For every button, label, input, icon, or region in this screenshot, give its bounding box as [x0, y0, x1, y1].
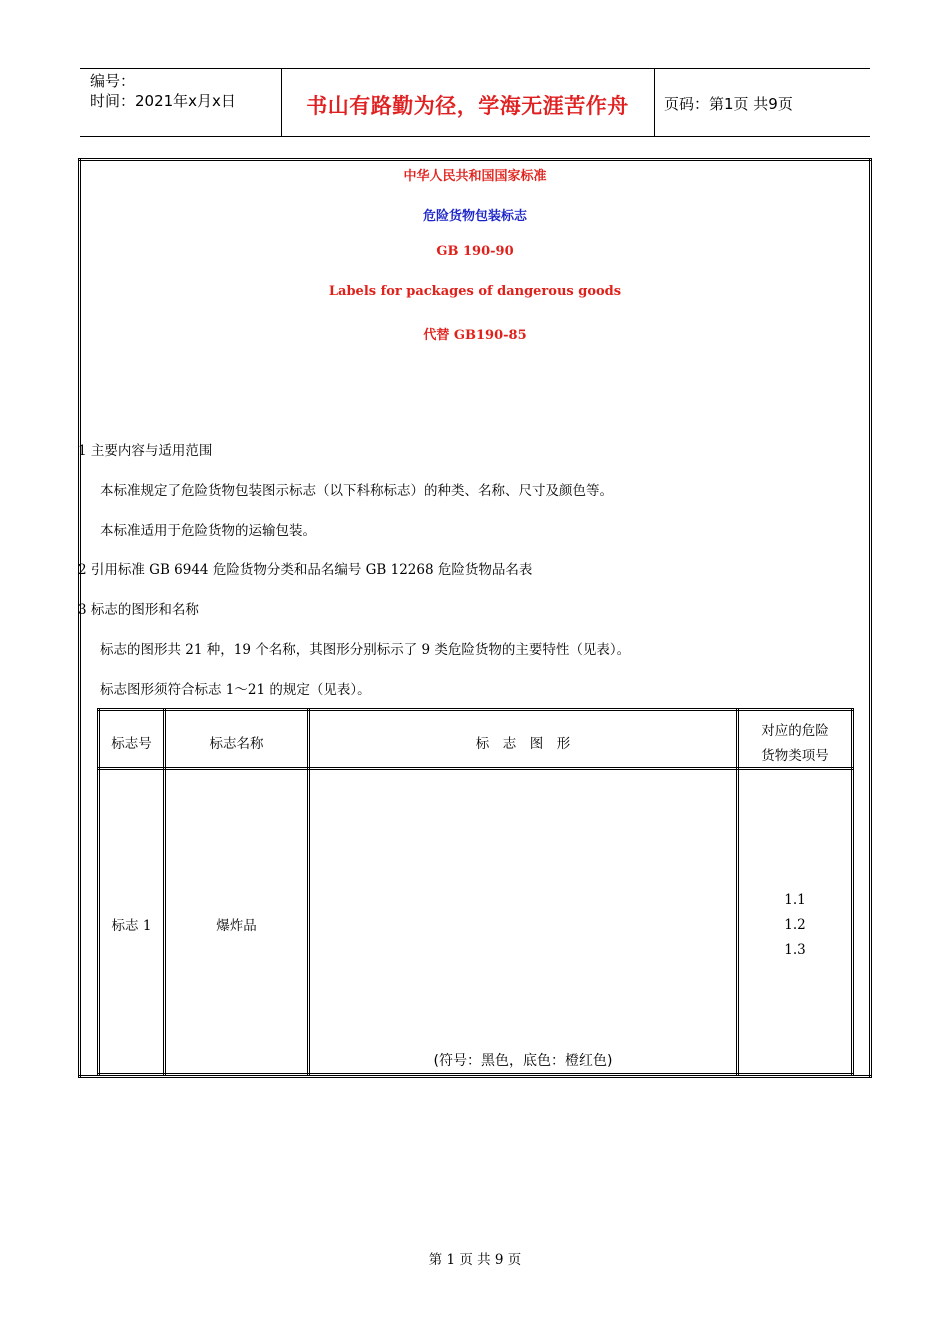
table-col-divider	[307, 708, 310, 1076]
labels-table	[97, 708, 854, 1076]
table-row1-id: 标志 1	[111, 918, 152, 934]
page-header	[80, 68, 870, 137]
table-header-graphic: 标 志 图 形	[475, 736, 571, 752]
table-header-class-line1: 对应的危险	[761, 723, 829, 739]
class-item: 1.1	[784, 892, 806, 908]
page-footer: 第 1 页 共 9 页	[428, 1252, 522, 1268]
standard-country-title: 中华人民共和国国家标准	[403, 169, 547, 184]
section-3-text-1: 标志的图形共 21 种，19 个名称，其图形分别标示了 9 类危险货物的主要特性（见表）。	[100, 642, 631, 658]
time-label: 时间：2021年x月x日	[90, 92, 236, 110]
section-3-heading: 3 标志的图形和名称	[78, 602, 199, 618]
standard-english-title: Labels for packages of dangerous goods	[328, 284, 622, 299]
class-item: 1.3	[784, 942, 806, 958]
table-row1-name: 爆炸品	[216, 918, 257, 934]
table-border-bottom	[97, 1073, 854, 1076]
header-page-info: 页码：第1页 共9页	[664, 95, 793, 113]
table-col-divider	[97, 708, 100, 1076]
class-item: 1.2	[784, 917, 806, 933]
header-slogan: 书山有路勤为径，学海无涯苦作舟	[306, 94, 629, 118]
table-border-top	[97, 708, 854, 711]
frame-border-top	[78, 158, 872, 161]
table-col-divider	[163, 708, 166, 1076]
number-label: 编号：	[90, 72, 136, 90]
table-col-divider	[851, 708, 854, 1076]
table-header-class	[739, 719, 851, 769]
section-1-text-1: 本标准规定了危险货物包装图示标志（以下科称标志）的种类、名称、尺寸及颜色等。	[100, 483, 613, 499]
section-2-heading: 2 引用标准 GB 6944 危险货物分类和品名编号 GB 12268 危险货物品名表	[78, 562, 533, 578]
section-1-heading: 1 主要内容与适用范围	[78, 443, 213, 459]
table-row1-classes	[739, 888, 851, 963]
standard-replaces: 代替 GB190-85	[423, 328, 527, 343]
section-1-text-2: 本标准适用于危险货物的运输包装。	[100, 523, 316, 539]
section-3-text-2: 标志图形须符合标志 1～21 的规定（见表）。	[100, 682, 371, 698]
standard-code: GB 190-90	[436, 244, 514, 259]
table-row1-note: (符号：黑色，底色：橙红色)	[433, 1053, 613, 1069]
header-meta	[90, 71, 236, 111]
standard-title: 危险货物包装标志	[422, 209, 527, 224]
table-header-name: 标志名称	[209, 736, 264, 752]
table-header-id: 标志号	[111, 736, 152, 752]
header-divider	[654, 69, 655, 136]
table-header-class-line2: 货物类项号	[761, 748, 829, 764]
